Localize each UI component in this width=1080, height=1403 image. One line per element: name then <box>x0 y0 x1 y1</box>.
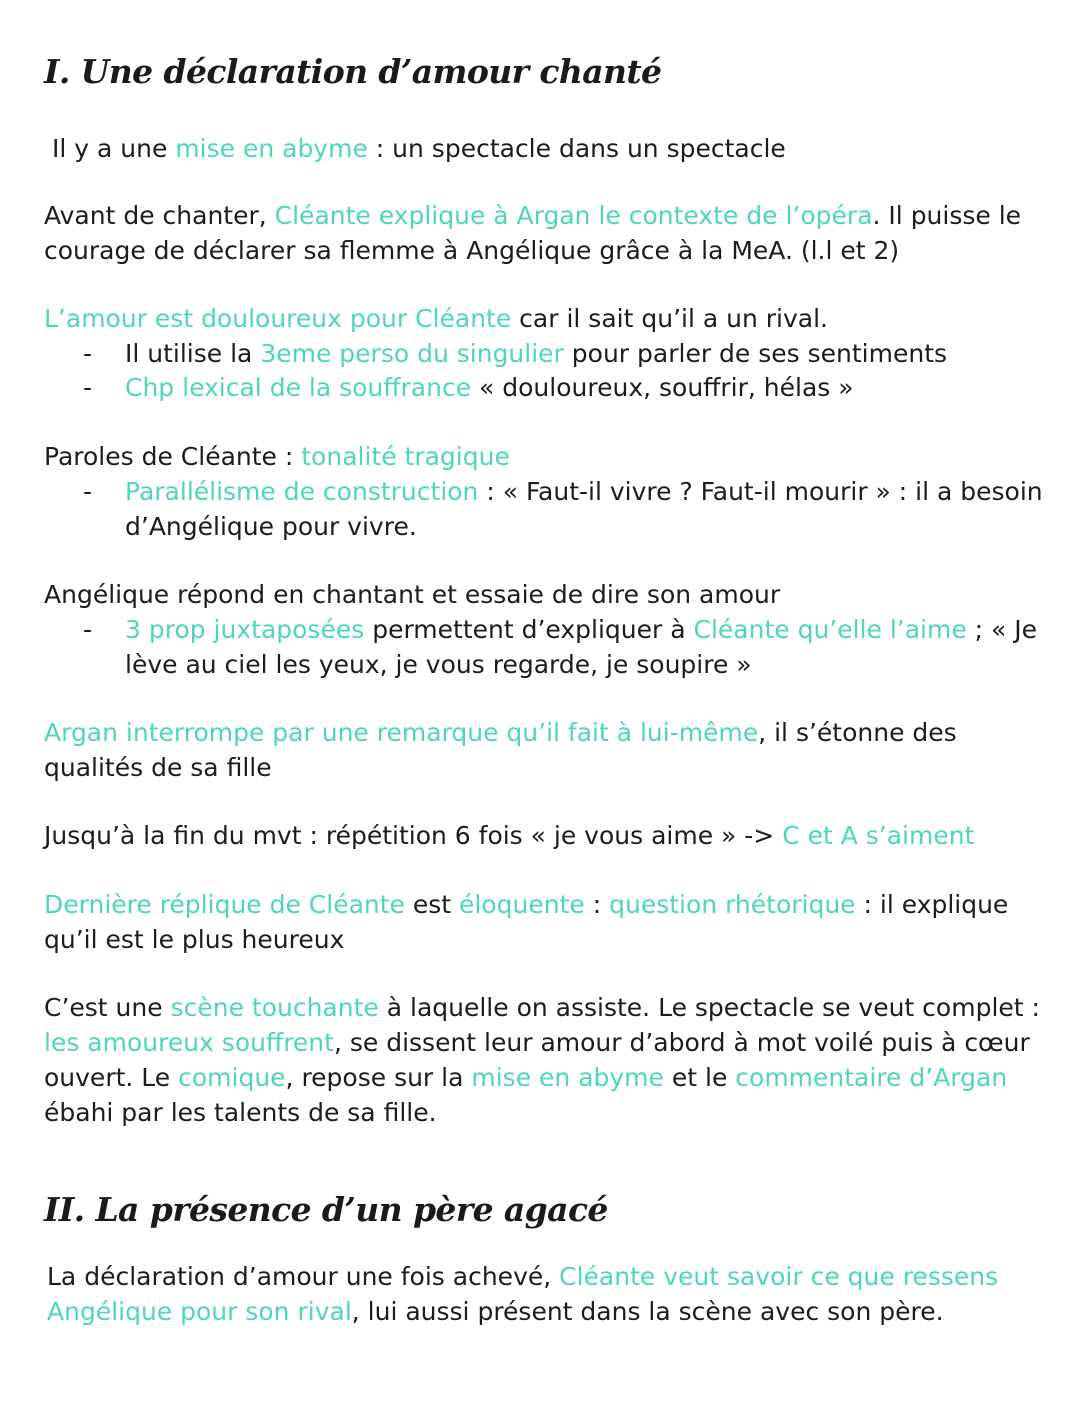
text: , repose sur la <box>285 1063 472 1092</box>
list-item-text <box>125 370 1043 405</box>
highlight: Cléante explique à Argan le contexte de l’opéra <box>274 201 873 230</box>
highlight: Parallélisme de construction <box>125 477 479 506</box>
section-2-title: II. La présence d’un père agacé <box>44 1190 608 1229</box>
text: : « Faut-il vivre ? Faut-il mourir » : il a besoin d’Angélique pour vivre. <box>125 477 1043 541</box>
list-item-text <box>125 336 1043 371</box>
text: à laquelle on assiste. Le spectacle se veut complet : <box>378 993 1040 1022</box>
paragraph-scene-touchante <box>44 990 1044 1130</box>
text: ébahi par les talents de sa fille. <box>44 1098 437 1127</box>
paragraph-declaration-achevee <box>47 1259 1047 1329</box>
list-item-text <box>125 612 1043 682</box>
highlight: tonalité tragique <box>301 442 510 471</box>
highlight: 3 prop juxtaposées <box>125 615 365 644</box>
highlight: question rhétorique <box>609 890 856 919</box>
text: : <box>584 890 610 919</box>
bullet-dash: - <box>83 373 93 402</box>
highlight: mise en abyme <box>175 134 368 163</box>
highlight: 3eme perso du singulier <box>260 339 564 368</box>
highlight: Dernière réplique de Cléante <box>44 890 405 919</box>
highlight: éloquente <box>459 890 585 919</box>
highlight: C et A s’aiment <box>782 821 975 850</box>
paragraph-avant-de-chanter <box>44 198 1044 268</box>
highlight: commentaire d’Argan <box>735 1063 1008 1092</box>
paragraph-paroles-cleante <box>44 439 1044 474</box>
text: et le <box>663 1063 736 1092</box>
paragraph-angelique-repond: Angélique répond en chantant et essaie de dire son amour <box>44 580 781 609</box>
text: , se dissent leur amour d’abord à mot voilé puis à cœur ouvert. Le <box>44 1028 1030 1092</box>
text: : il explique qu’il est le plus heureux <box>44 890 1009 954</box>
text: , il s’étonne des qualités de sa fille <box>44 718 957 782</box>
text: , lui aussi présent dans la scène avec son père. <box>351 1297 944 1326</box>
highlight: scène touchante <box>170 993 379 1022</box>
paragraph-fin-du-mvt <box>44 818 1044 853</box>
highlight: mise en abyme <box>471 1063 664 1092</box>
list-item-text <box>125 474 1043 544</box>
text: La déclaration d’amour une fois achevé, <box>47 1262 560 1291</box>
text: . Il puisse le courage de déclarer sa flemme à Angélique grâce à la MeA. (l.l et 2) <box>44 201 1022 265</box>
section-1-title: I. Une déclaration d’amour chanté <box>44 52 662 91</box>
text: « douloureux, souffrir, hélas » <box>471 373 854 402</box>
list-item <box>83 612 1043 682</box>
bullet-dash: - <box>83 339 93 368</box>
text: pour parler de ses sentiments <box>563 339 948 368</box>
highlight: Chp lexical de la souffrance <box>125 373 472 402</box>
highlight: L’amour est douloureux pour Cléante <box>44 304 512 333</box>
text: est <box>404 890 460 919</box>
text: : un spectacle dans un spectacle <box>367 134 786 163</box>
text: car il sait qu’il a un rival. <box>511 304 828 333</box>
text: C’est une <box>44 993 171 1022</box>
paragraph-mise-en-abyme <box>52 131 1052 166</box>
text: Jusqu’à la fin du mvt : répétition 6 fois « je vous aime » -> <box>44 821 783 850</box>
highlight: Cléante veut savoir ce que ressens Angélique pour son rival <box>47 1262 999 1326</box>
paragraph-amour-douloureux <box>44 301 1044 336</box>
paragraph-derniere-replique <box>44 887 1044 957</box>
list-item <box>83 336 1043 371</box>
text: Paroles de Cléante : <box>44 442 302 471</box>
highlight: les amoureux souffrent <box>44 1028 334 1057</box>
text: Il y a une <box>52 134 176 163</box>
list-item <box>83 474 1043 544</box>
text: Avant de chanter, <box>44 201 275 230</box>
text: permettent d’expliquer à <box>364 615 694 644</box>
bullet-dash: - <box>83 477 93 506</box>
bullet-dash: - <box>83 615 93 644</box>
paragraph-argan-interrompe <box>44 715 1044 785</box>
highlight: Argan interrompe par une remarque qu’il fait à lui-même <box>44 718 759 747</box>
highlight: Cléante qu’elle l’aime <box>693 615 967 644</box>
text: Il utilise la <box>125 339 261 368</box>
list-item <box>83 370 1043 405</box>
highlight: comique <box>178 1063 286 1092</box>
text: ; « Je lève au ciel les yeux, je vous regarde, je soupire » <box>125 615 1038 679</box>
